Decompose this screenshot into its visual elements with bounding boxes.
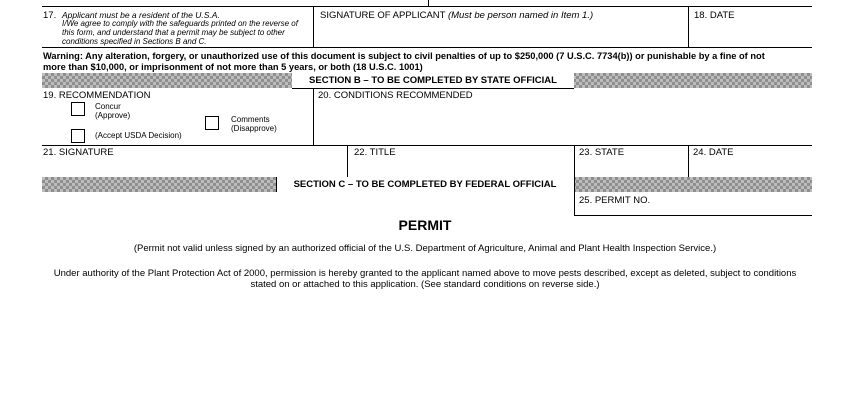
concur-label-line-1: Concur — [95, 102, 121, 111]
comments-checkbox[interactable] — [205, 116, 219, 130]
divider-22-23 — [574, 145, 575, 177]
accept-usda-checkbox[interactable] — [71, 129, 85, 143]
applicant-signature-field[interactable] — [320, 11, 593, 21]
state-official-title-label[interactable]: 22. TITLE — [354, 147, 396, 158]
accept-usda-label: (Accept USDA Decision) — [95, 131, 182, 140]
state-official-signature-label[interactable]: 21. SIGNATURE — [43, 147, 114, 158]
section-c-title-left-edge — [276, 177, 277, 192]
item-17-line-3: this form, and understand that a permit may be subject to other — [62, 28, 285, 37]
applicant-signature-label: SIGNATURE OF APPLICANT — [320, 10, 446, 21]
applicant-signature-note: (Must be person named in Item 1.) — [447, 10, 594, 21]
item-17-number: 17. — [43, 10, 57, 21]
item-17-line-1: Applicant must be a resident of the U.S.A. — [62, 10, 220, 20]
top-rule — [42, 6, 812, 7]
section-b-title-underline — [292, 88, 574, 89]
divider-23-24 — [688, 145, 689, 177]
rule-section-b-row-2 — [42, 145, 812, 146]
permit-authority-line-2: stated on or attached to this application. (See standard conditions on reverse side.) — [250, 279, 600, 290]
concur-label-line-2: (Approve) — [95, 111, 131, 120]
comments-label-line-2: (Disapprove) — [231, 124, 277, 133]
state-official-date-label[interactable]: 24. DATE — [693, 147, 734, 158]
comments-label-line-1: Comments — [231, 115, 270, 124]
rule-above-warning — [42, 47, 812, 48]
applicant-date-field-label[interactable]: 18. DATE — [694, 10, 735, 21]
divider-19-20 — [313, 88, 314, 145]
permit-no-underline — [574, 215, 812, 216]
concur-checkbox[interactable] — [71, 102, 85, 116]
divider-21-22 — [347, 145, 348, 177]
divider-permit-no — [574, 177, 575, 215]
divider-signature-date — [688, 6, 689, 47]
conditions-recommended-label[interactable]: 20. CONDITIONS RECOMMENDED — [318, 90, 473, 101]
section-b-title: SECTION B – TO BE COMPLETED BY STATE OFFICIAL — [292, 73, 574, 88]
item-17-line-2: I/We agree to comply with the safeguards printed on the reverse of — [62, 19, 298, 28]
section-c-title: SECTION C – TO BE COMPLETED BY FEDERAL OFFICIAL — [276, 177, 574, 192]
permit-heading: PERMIT — [398, 217, 452, 233]
permit-authority-line-1: Under authority of the Plant Protection Act of 2000, permission is hereby granted to the applicant named above to move pests described, except as deleted, subject to conditions — [53, 268, 797, 279]
warning-line-1: Warning: Any alteration, forgery, or unauthorized use of this document is subject to civil penalties of up to $250,000 (7 U.S.C. 7734(b)) or punishable by a fine of not — [43, 51, 765, 61]
divider-17-signature — [313, 6, 314, 47]
recommendation-label: 19. RECOMMENDATION — [43, 90, 151, 101]
permit-no-label[interactable]: 25. PERMIT NO. — [579, 195, 651, 206]
permit-validity-note: (Permit not valid unless signed by an authorized official of the U.S. Department of Agriculture, Animal and Plant Health Inspection Service.) — [133, 243, 717, 254]
state-label[interactable]: 23. STATE — [579, 147, 625, 158]
item-17-line-4: conditions specified in Sections B and C. — [62, 37, 207, 46]
warning-line-2: more than $10,000, or imprisonment of not more than 5 years, or both (18 U.S.C. 1001) — [43, 62, 423, 72]
